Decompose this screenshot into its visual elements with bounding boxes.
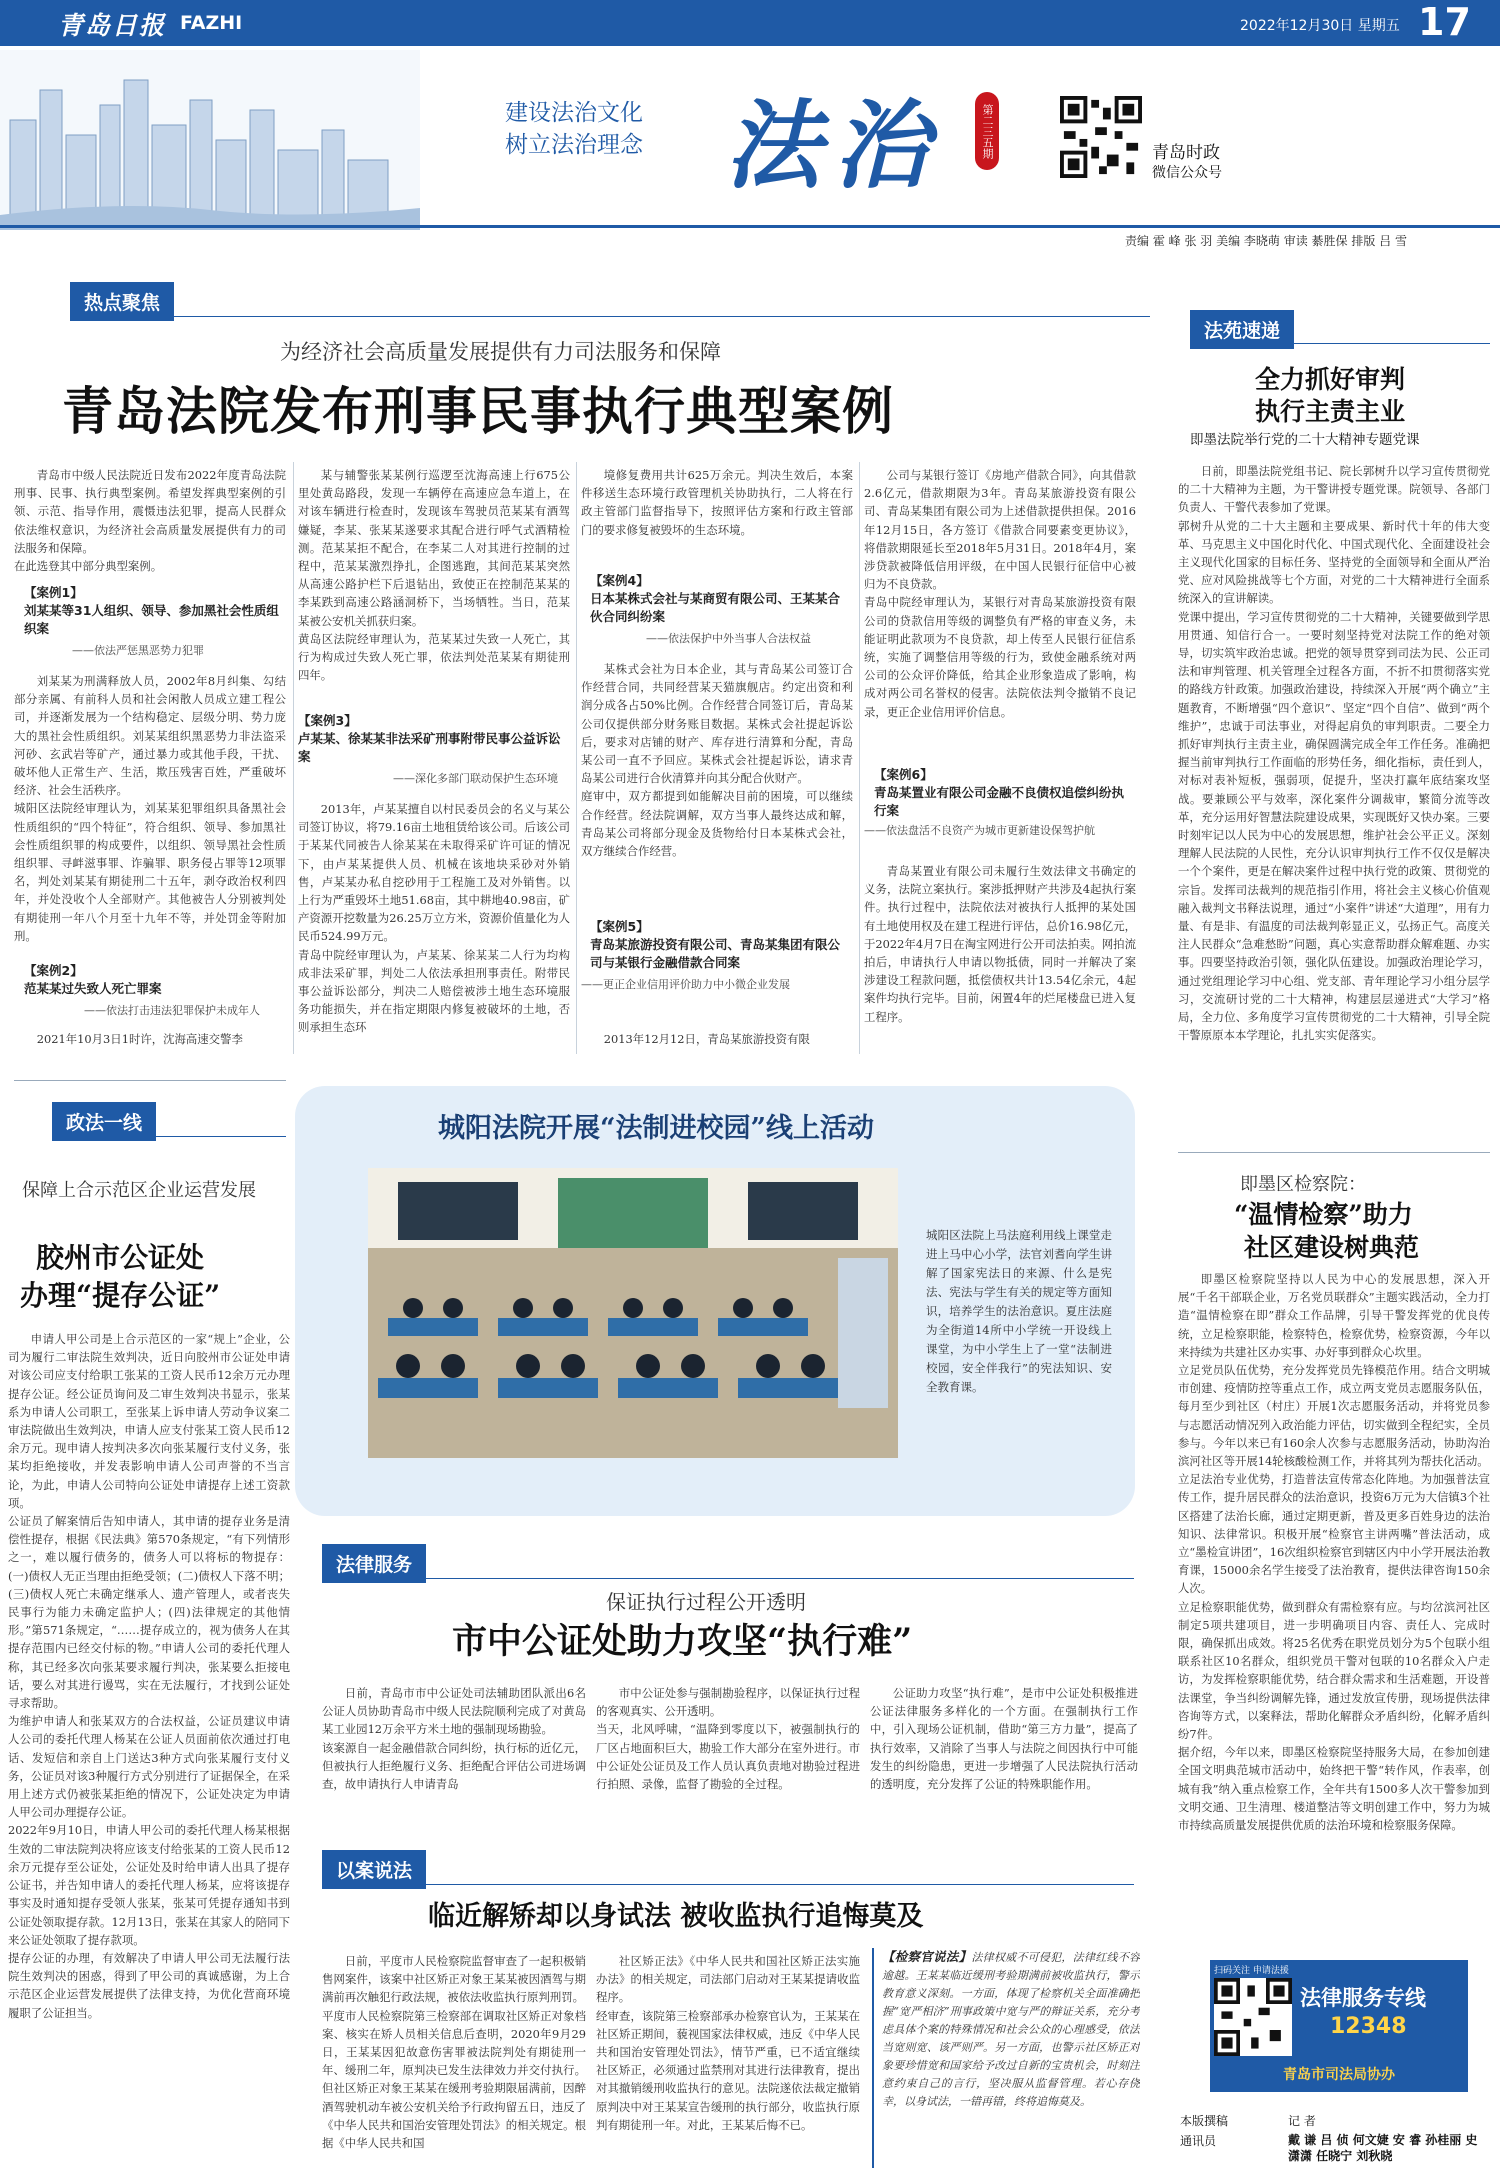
zhengfa-body: 申请人甲公司是上合示范区的一家“规上”企业，公司为履行二审法院生效判决，近日向胶州市公证处申请对该公司应支付给职工张某的工资人民币12余万元办理提存公证。经公证员询问及二审生效判决书显示，张某系为申请人公司职工，至张某上诉申请人劳动争议案二审法院做出生效判决，申请人应支付张某工资人民币12余万元。现申请人按判决多次向张某履行支付义务，张某均拒绝接收，并发表影响申请人公司声誉的不当言论，为此，申请人公司特向公证处申请提存上述工资款项。 公证员了解案情后告知申请人，其申请的提存业务是清偿性提存，根据《民法典》第570条规定，“有下列情形之一，难以履行债务的，债务人可以将标的物提存：(一)债权人无正当理由拒绝受领；(二)债权人下落不明；(三)债权人死亡未确定继承人、遗产管理人，或者丧失民事行为能力未确定监护人；(四)法律规定的其他情形。”第571条规定，“……提存成立的，视为债务人在其提存范围内已经交付标的物。”申请人公司的委托代理人称，其已经多次向张某要求履行判决，张某要么拒接电话，要么对其进行谩骂，实在无法履行，才找到公证处寻求帮助。 为维护申请人和张某双方的合法权益，公证员建议申请人公司的委托代理人杨某在公证人员面前依次通过打电话、发短信和亲自上门送达3种方式向张某履行支付义务，公证员对该3种履行方式分别进行了证据保全，在采用上述方式仍被张某拒绝的情况下，公证处决定为申请人甲公司办理提存公证。 2022年9月10日，申请人甲公司的委托代理人杨某根据生效的二审法院判决将应该支付给张某的工资人民币12余万元提存至公证处，公证处及时给申请人出具了提存公证书，并告知申请人的委托代理人杨某，应将该提存事实及时通知提存受领人张某，张某可凭提存通知书到公证处领取提存款。12月13日，张某在其家人的陪同下来公证处领取了提存款项。 提存公证的办理，有效解决了申请人甲公司无法履行法院生效判决的困惑，得到了甲公司的真诚感谢，为上合示范区企业运营发展提供了法律支持，为优化营商环境履职了公证担当。 [8, 1332, 290, 2020]
sidebar2-kicker: 即墨区检察院： [1240, 1174, 1366, 1195]
column-divider [859, 462, 860, 1054]
lead-col1-intro: 青岛市中级人民法院近日发布2022年度青岛法院刑事、民事、执行典型案例。希望发挥典型案例的引领、示范、指导作用，震慑违法犯罪，提高人民群众依法维权意识，为经济社会高质量发展提供有力的司法服务和保障。 在此选登其中部分典型案例。 [14, 468, 286, 574]
hotline-number: 12348 [1330, 2014, 1407, 2039]
sidebar1-subtitle: 即墨法院举行党的二十大精神专题党课 [1190, 432, 1420, 448]
zhengfa-title-2: 办理“提存公证” [20, 1279, 221, 1312]
city-skyline-illustration [0, 50, 420, 230]
slogan-line-2: 树立法治理念 [505, 132, 643, 158]
tag-rule [322, 1884, 1134, 1885]
sidebar2-title-2: 社区建设树典范 [1244, 1233, 1420, 1262]
hotline-small-label: 扫码关注 申请法援 [1214, 1966, 1289, 1976]
lead-headline: 青岛法院发布刑事民事执行典型案例 [62, 382, 895, 442]
hotline-organizer: 青岛市司法局协办 [1283, 2067, 1395, 2083]
falv-col2: 市中公证处参与强制勘验程序，以保证执行过程的客观真实、公开透明。 当天，北风呼啸，“温降到零度以下，被强制执行的厂区占地面积巨大，勘验工作大部分在室外进行。市中公证处公证员及工作人员认真负责地对勘验过程进行拍照、录像，监督了勘验的全过程。 [596, 1686, 860, 1792]
case5-intro: 2013年12月12日，青岛某旅游投资有限 [603, 1032, 810, 1046]
tag-legal-service: 法律服务 [322, 1544, 426, 1583]
feature-title: 城阳法院开展“法制进校园”线上活动 [438, 1113, 875, 1144]
lead-col3-body: 境修复费用共计625万余元。判决生效后，本案件移送生态环境行政管理机关协助执行，二人将在行政主管部门监督指导下，按照评估方案和行政主管部门的要求修复被毁坏的生态环境。 [581, 468, 853, 537]
banner-divider [0, 225, 1500, 228]
paper-logo: 青岛日报 [58, 11, 167, 40]
yian-col2: 社区矫正法》《中华人民共和国社区矫正法实施办法》的相关规定，司法部门启动对王某某提请收监程序。 经审查，该院第三检察部承办检察官认为，王某某在社区矫正期间，藐视国家法律权威，违反《中华人民共和国治安管理处罚法》，情节严重，已不适宜继续社区矫正，必须通过监禁刑对其进行法律教育，提出对其撤销缓刑收监执行的意见。法院遂依法裁定撤销原判决中对王某某宣告缓刑的执行部分，收监执行原判有期徒刑一年。对此，王某某后悔不已。 [596, 1954, 860, 2132]
case1-title: 【案例1】 刘某某等31人组织、领导、参加黑社会性质组织案 [24, 585, 279, 636]
falv-headline: 市中公证处助力攻坚“执行难” [452, 1621, 913, 1662]
sidebar1-title-2: 执行主责主业 [1255, 397, 1406, 426]
hotline-qr-code[interactable] [1214, 1978, 1292, 2056]
zhengfa-title-1: 胶州市公证处 [36, 1241, 205, 1274]
section-divider [1178, 1152, 1490, 1153]
lead-kicker: 为经济社会高质量发展提供有力司法服务和保障 [280, 340, 721, 364]
tag-rule [322, 1578, 1134, 1579]
tag-hot-focus: 热点聚焦 [70, 282, 174, 321]
lead-col4-body: 公司与某银行签订《房地产借款合同》，向其借款2.6亿元，借款期限为3年。青岛某旅游投资有限公司、青岛某集团有限公司为上述借款提供担保。2016年12月15日，各方签订《借款合同要素变更协议》，将借款期限延长至2018年5月31日。2018年4月，案涉贷款被降低信用评级，在中国人民银行征信中心被归为不良贷款。 青岛中院经审理认为，某银行对青岛某旅游投资有限公司的贷款信用等级的调整负有严格的审查义务，未能证明此款项为不良贷款，却上传至人民银行征信系统，实施了调整信用等级的行为，致使金融系统对两公司的公众评价降低，给其企业形象造成了影响，构成对两公司名誉权的侵害。法院依法判令撤销不良记录，更正企业信用评价信息。 [864, 468, 1136, 719]
tag-political-frontline: 政法一线 [52, 1102, 156, 1141]
sidebar1-body: 日前，即墨法院党组书记、院长郭树升以学习宣传贯彻党的二十大精神为主题，为干警讲授专题党课。院领导、各部门负责人、干警代表参加了党课。 郭树升从党的二十大主题和主要成果、新时代十年的伟大变革、马克思主义中国化时代化、中国式现代化、全面建设社会主义现代化国家的目标任务、坚持党的全面领导和全面从严治党、应对风险挑战等七个方面，对党的二十大精神进行全面系统深入的宣讲解读。 党课中提出，学习宣传贯彻党的二十大精神，关键要做到学思用贯通、知信行合一。一要时刻坚持党对法院工作的绝对领导，切实筑牢政治忠诚。把党的领导贯穿到司法为民、公正司法和审判管理、机关管理全过程各方面，不折不扣贯彻落实党的路线方针政策。加强政治建设，持续深入开展“两个确立”主题教育，不断增强“四个意识”、坚定“四个自信”、做到“两个维护”，忠诚于司法事业，对得起肩负的审判职责。二要全力抓好审判执行主责主业，确保圆满完成全年工作任务。准确把握当前审判执行工作面临的形势任务，细化指标，责任到人，对标对表补短板，强弱项，促提升，坚决打赢年底结案攻坚战。要兼顾公平与效率，深化案件分调裁审，繁简分流等改革，充分运用好智慧法院建设成果，实现既好又快办案。三要时刻牢记以人民为中心的发展思想，维护社会公平正义。深刻理解人民法院的人民性，充分认识审判执行工作不仅仅是解决一个个案件，更是在解决案件过程中执行党的政策、贯彻党的宗旨。发挥司法裁判的规范指引作用，将社会主义核心价值观融入裁判文书释法说理，通过“小案件”讲述“大道理”，用有力量、有是非、有温度的司法裁判彰显正义，弘扬正气。高度关注人民群众“急难愁盼”问题，真心实意帮助群众解难题、办实事。四要坚持政治引领，强化队伍建设。加强政治理论学习，通过党组理论学习中心组、党支部、青年理论学习小组分层学习，交流研讨党的二十大精神，构建层层递进式“大学习”格局，全力位、多角度学习宣传贯彻党的二十大精神，引导全院干警原原本本学理论，扎扎实实促落实。 [1178, 464, 1490, 1043]
zhengfa-kicker: 保障上合示范区企业运营发展 [22, 1180, 256, 1201]
sidebar2-title-1: “温情检察”助力 [1234, 1200, 1413, 1229]
prosecutor-note-box [872, 1948, 1140, 2168]
falv-col1: 日前，青岛市市中公证处司法辅助团队派出6名公证人员协助青岛市中级人民法院顺利完成了对黄岛某工业园12万余平方米土地的强制现场勘验。 该案源自一起金融借款合同纠纷，执行标的近亿元，但被执行人拒绝履行义务、拒绝配合评估公司进场调查，故申请执行人申请青岛 [322, 1686, 586, 1792]
yian-headline: 临近解矫却以身试法 被收监执行追悔莫及 [428, 1901, 924, 1932]
wechat-caption: 微信公众号 [1152, 165, 1222, 181]
sidebar2-body: 即墨区检察院坚持以人民为中心的发展思想，深入开展“千名干部联企业，万名党员联群众”主题实践活动，全力打造“温情检察在即”群众工作品牌，引导干警发挥党的优良传统，立足检察职能，检察特色，检察优势，检察资源，今年以来持续为共建社区办实事、办好事到群众心坎里。 立足党员队伍优势，充分发挥党员先锋模范作用。结合文明城市创建、疫情防控等重点工作，成立两支党员志愿服务队伍，每月至少到社区（村庄）开展1次志愿服务活动，并将党员参与志愿活动情况列入政治能力评估，切实做到全程纪实，全员参与。今年以来已有160余人次参与志愿服务活动，协助沟治滨河社区等开展14轮核酸检测工作，并将其列为帮扶化活动。 立足法治专业优势，打造普法宣传常态化阵地。为加强普法宣传工作，提升居民群众的法治意识，投资6万元为大信镇3个社区搭建了法治长廊，通过定期更新，普及更多百姓身边的法治知识、法律常识。积极开展“检察官主讲两嘴”普法活动，成立“墨检宣讲团”，16次组织检察官到辖区内中小学开展法治教育课，15000余名学生接受了法治教育，提供法律咨询150余人次。 立足检察职能优势，做到群众有需检察有应。与均岔滨河社区制定5项共建项目，进一步明确项目内容、责任人、完成时限，确保抓出成效。将25名优秀在职党员划分为5个包联小组联系社区10名群众，组织党员干警对包联的10名群众入户走访，为发挥检察职能优势，结合群众需求和生活难题，开设普法课堂，争当纠纷调解先锋，通过发放宣传册，现场提供法律咨询等方式，以案释法，帮助化解群众矛盾纠纷，化解矛盾纠纷7件。 据介绍，今年以来，即墨区检察院坚持服务大局，在参加创建全国文明典范城市活动中，始终把干警“转作风，作表率，创城有我”纳入重点检察工作，全年共有1500多人次干警参加到文明交通、卫生清理、楼道整洁等文明创建工作中，努力为城市持续高质量发展提供优质的法治环境和检察服务保障。 [1178, 1272, 1490, 1833]
case6-subtitle: ——依法盘活不良资产为城市更新建设保驾护航 [864, 824, 1095, 837]
lead-col1-body: 刘某某为刑满释放人员，2002年8月纠集、勾结部分亲属、有前科人员和社会闲散人员成立建工程公司，并逐渐发展为一个结构稳定、层级分明、势力庞大的黑社会性质组织。刘某某组织黑恶势力非法盗采河砂、玄武岩等矿产，通过暴力或其他手段，干扰、破坏他人正常生产、生活，欺压残害百姓，严重破坏经济、社会生活秩序。 城阳区法院经审理认为，刘某某犯罪组织具备黑社会性质组织的“四个特征”，符合组织、领导、参加黑社会性质组织罪的构成要件，以组织、领导黑社会性质组织罪、寻衅滋事罪、诈骗罪、职务侵占罪等12项罪名，判处刘某某有期徒刑二十五年，剥夺政治权利四年，并处没收个人全部财产。其他被告人分别被判处有期徒刑一年八个月至十九年不等，并处罚金等附加刑。 [14, 674, 286, 943]
tag-case-law: 以案说法 [322, 1850, 426, 1889]
lead-col3-body2: 某株式会社为日本企业，其与青岛某公司签订合作经营合同，共同经营某天猫旗舰店。约定出资和利润分成各占50%比例。合作经营合同签订后，青岛某公司仅提供部分财务账目数据。某株式会社提起诉讼后，要求对店铺的财产、库存进行清算和分配，青岛某公司一直不予回应。某株式会社提起诉讼，请求青岛某公司进行合伙清算并向其分配合伙财产。 庭审中，双方都提到如能解决目前的困境，可以继续合作经营。经法院调解，双方当事人最终达成和解，青岛某公司将部分现金及货物给付日本某株式会社，双方继续合作经营。 [581, 662, 853, 859]
case4-title: 【案例4】 日本某株式会社与某商贸有限公司、王某某合伙合同纠纷案 [590, 573, 841, 624]
tag-rule [52, 1136, 286, 1137]
section-english-label: FAZHI [180, 12, 243, 34]
reporters-names: 戴 谦 吕 侦 何文婕 安 睿 孙桂丽 史潇潇 任晓宁 刘秋晓 [1288, 2133, 1478, 2163]
case3-subtitle: ——深化多部门联动保护生态环境 [393, 772, 558, 785]
classroom-photo [368, 1168, 898, 1458]
reporters-role: 记 者 [1288, 2114, 1316, 2128]
section-divider [14, 1080, 286, 1081]
hotline-label: 法律服务专线 [1300, 1986, 1426, 2010]
case3-title: 【案例3】 卢某某、徐某某非法采矿刑事附带民事公益诉讼案 [298, 713, 561, 764]
falv-col3: 公证助力攻坚“执行难”，是市中公证处积极推进公证法律服务多样化的一个方面。在强制执行工作中，引入现场公证机制，借助“第三方力量”，提高了执行效率，又消除了当事人与法院之间因执行中可能发生的纠纷隐患，更进一步增强了人民法院执行活动的透明度，充分发挥了公证的特殊职能作用。 [870, 1686, 1138, 1792]
slogan-line-1: 建设法治文化 [505, 100, 643, 126]
case2-intro: 2021年10月3日1时许，沈海高速交警李 [36, 1032, 243, 1046]
falv-kicker: 保证执行过程公开透明 [606, 1590, 806, 1614]
tag-rule [1190, 343, 1490, 344]
issue-badge: 第二三五期 [975, 92, 999, 170]
tag-rule [70, 316, 1150, 317]
case2-subtitle: ——依法打击违法犯罪保护未成年人 [84, 1004, 260, 1017]
reporters-label-1: 本版撰稿 [1180, 2114, 1229, 2128]
prosecutor-note-text: 法律权威不可侵犯，法律红线不容逾越。王某某临近缓刑考验期满前被收监执行，警示教育意义深刻。一方面，体现了检察机关全面准确把握“宽严相济”刑事政策中宽与严的辩证关系，充分考虑具体个案的特殊情况和社会公众的心理感受，依法当宽则宽、该严则严。另一方面，也警示社区矫正对象要珍惜宽和国家给予改过自新的宝贵机会，时刻注意约束自己的言行，坚决服从监督管理。若心存侥幸，以身试法，一错再错，终将追悔莫及。 [882, 1951, 1140, 2108]
column-divider [293, 462, 294, 1054]
lead-col4-body2: 青岛某置业有限公司未履行生效法律文书确定的义务，法院立案执行。案涉抵押财产共涉及4起执行案件。执行过程中，法院依法对被执行人抵押的某处国有土地使用权及在建工程进行评估，总价16.98亿元，于2022年4月7日在淘宝网进行公开司法拍卖。网拍流拍后，申请执行人申请以物抵债，同时一并解决了案涉建设工程款问题，抵偿债权共计13.54亿余元，4起案件均执行完毕。目前，闲置4年的烂尾楼盘已进入复工程序。 [864, 864, 1136, 1024]
feature-caption: 城阳区法院上马法庭利用线上课堂走进上马中心小学，法官刘耆向学生讲解了国家宪法日的来源、什么是宪法、宪法与学生有关的规定等方面知识，培养学生的法治意识。夏庄法庭为全街道14所中小学统一开设线上课堂，为中小学生上了一堂“法制进校园，安全伴我行”的宪法知识、安全教育课。 [926, 1228, 1112, 1394]
lead-col2-body2: 2013年，卢某某擅自以村民委员会的名义与某公司签订协议，将79.16亩土地租赁给该公司。后该公司于某某代同被告人徐某某在未取得采矿许可证的情况下，由卢某某提供人员、机械在该地块采砂对外销售，卢某某办私自挖砂用于工程施工及对外销售。以上行为严重毁坏土地51.68亩，其中耕地40.98亩，矿产资源开挖数量为26.25万立方米，资源价值量化为人民币524.99万元。 青岛中院经审理认为，卢某某、徐某某二人行为均构成非法采矿罪，判处二人依法承担刑事责任。附带民事公益诉讼部分，判决二人赔偿被涉土地生态环境服务功能损失，并在指定期限内修复被破坏的土地，否则承担生态环 [298, 802, 570, 1035]
editor-credits: 责编 霍 峰 张 羽 美编 李晓萌 审读 綦胜保 排版 吕 雪 [1125, 234, 1407, 248]
reporters-label-2: 通讯员 [1180, 2134, 1217, 2148]
lead-col2-body: 某与辅警张某某例行巡逻至沈海高速上行675公里处黄岛路段，发现一车辆停在高速应急车道上，在对该车辆进行检查时，发现该车驾驶员范某某有酒驾嫌疑，李某、张某某遂要求其配合进行呼气式酒精检测。范某某拒不配合，在李某二人对其进行控制的过程中，范某某激烈挣扎，企图逃跑，其间范某某突然从高速公路护栏下后退钻出，致使正在控制范某某的李某跌到高速公路涵洞桥下，当场牺牲。当日，范某某被公安机关抓获归案。 黄岛区法院经审理认为，范某某过失致一人死亡，其行为构成过失致人死亡罪，依法判处范某某有期徒刑四年。 [298, 468, 570, 683]
wechat-qr-code[interactable] [1060, 96, 1142, 178]
case1-subtitle: ——依法严惩黑恶势力犯罪 [72, 644, 204, 657]
prosecutor-note-label: 【检察官说法】 [882, 1949, 972, 1964]
section-title-calligraphy: 法治 [725, 89, 941, 202]
case5-subtitle: ——更正企业信用评价助力中小微企业发展 [581, 978, 790, 991]
wechat-name: 青岛时政 [1152, 143, 1220, 163]
page-number: 17 [1418, 0, 1471, 44]
case2-title: 【案例2】 范某某过失致人死亡罪案 [24, 963, 162, 996]
tag-court-express: 法苑速递 [1190, 310, 1294, 349]
sidebar1-title-1: 全力抓好审判 [1255, 365, 1406, 394]
column-divider [576, 462, 577, 1054]
case6-title: 【案例6】 青岛某置业有限公司金融不良债权追偿纠纷执行案 [874, 767, 1125, 818]
issue-date: 2022年12月30日 星期五 [1240, 18, 1400, 34]
case5-title: 【案例5】 青岛某旅游投资有限公司、青岛某集团有限公司与某银行金融借款合同案 [590, 919, 841, 970]
yian-col1: 日前，平度市人民检察院监督审查了一起积极销售网案件，该案中社区矫正对象王某某被因酒驾与期满前再次触犯行政法规，被依法收监执行原判刑罚。 平度市人民检察院第三检察部在调取社区矫正对象档案、核实在矫人员相关信息后查明，2020年9月29日，王某某因犯故意伤害罪被法院判处有期徒刑一年、缓刑二年，原判决已发生法律效力并交付执行。但社区矫正对象王某某在缓刑考验期限届满前，因醉酒驾驶机动车被公安机关给予行政拘留五日，违反了《中华人民共和国治安管理处罚法》的相关规定。根据《中华人民共和国 [322, 1954, 586, 2151]
case4-subtitle: ——依法保护中外当事人合法权益 [646, 632, 811, 645]
